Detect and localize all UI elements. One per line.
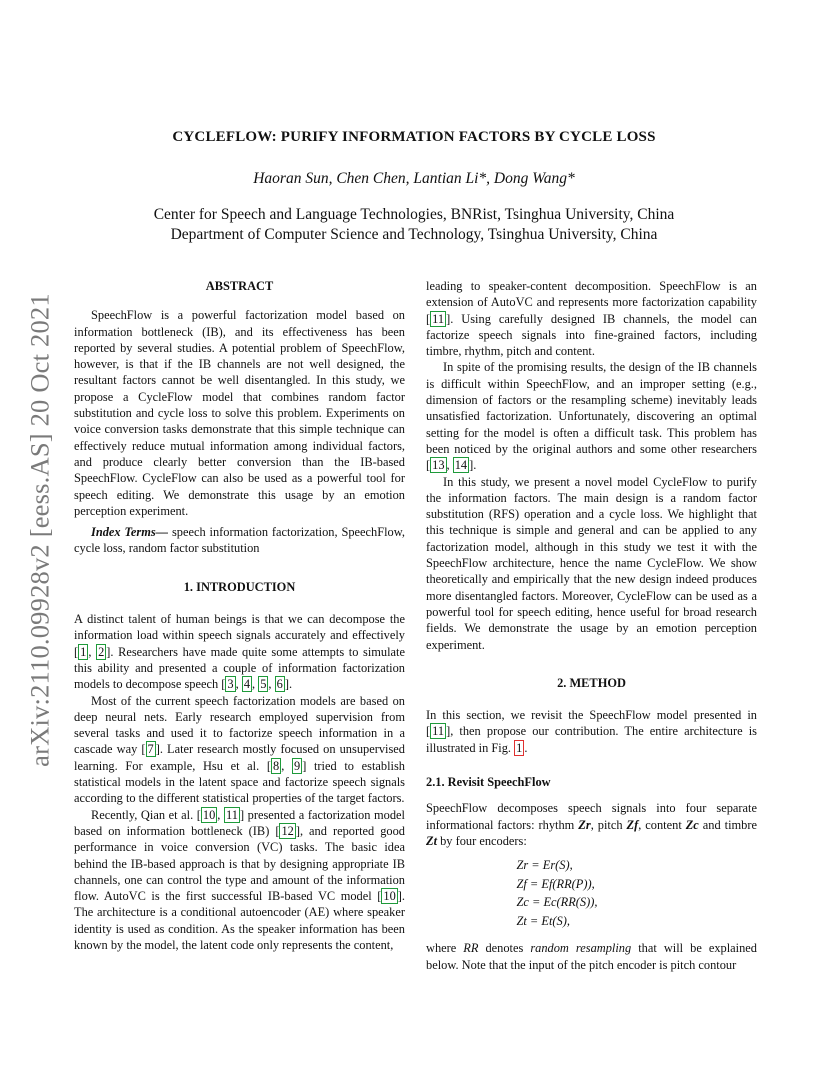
intro-paragraph-6: In this study, we present a novel model CycleFlow to purify the information factors. The main design is a random factor substitution (RFS) operation and a cycle loss. We highlight that this technique is simple and general and can be applied to any factorization model, although in this study we test it with the SpeechFlow architecture, hence the name CycleFlow. We show theoretically and empirically that the new design indeed produces more disentangled factors. Moreover, CycleFlow can be used as a powerful tool for speech editing, hence useful for broad research fields. We demonstrate the usage by an emotion perception experiment. — [426, 474, 757, 652]
figure-1-link[interactable]: 1 — [516, 740, 523, 755]
index-terms-label: Index Terms— — [91, 525, 169, 540]
citation-7[interactable]: 7 — [147, 742, 154, 757]
intro-paragraph-4: leading to speaker-content decomposition. SpeechFlow is an extension of AutoVC and represents more factorization capability [ 11 ]. Using carefully designed IB channels, the model can factorize speech signals into fine-grained factors, including timbre, rhythm, pitch and content. — [426, 279, 757, 359]
method-heading: 2. METHOD — [557, 675, 626, 690]
citation-1[interactable]: 1 — [80, 644, 87, 659]
citation-2[interactable]: 2 — [98, 644, 105, 659]
symbol-zt: Zt — [426, 833, 438, 848]
equation-3: Zc = Ec(RR(S)), — [516, 895, 598, 910]
right-column — [426, 278, 757, 973]
citation-5[interactable]: 5 — [260, 677, 267, 692]
equation-2: Zf = Ef(RR(P)), — [516, 876, 595, 891]
method-paragraph-1: In this section, we revisit the SpeechFlow model presented in [ 11 ], then propose our contribution. The entire architecture is illustrated in Fig. 1 . — [426, 708, 757, 755]
citation-10[interactable]: 10 — [202, 807, 216, 822]
abstract-heading: ABSTRACT — [205, 279, 274, 293]
equation-1: Zr = Er(S), — [516, 858, 573, 873]
arxiv-identifier — [20, 282, 60, 778]
index-terms-text: speech information factorization, SpeechFlow, cycle loss, random factor substitution — [74, 525, 405, 556]
random-resampling-term: random resampling — [530, 941, 632, 956]
affiliation-1: Center for Speech and Language Technologies, BNRist, Tsinghua University, China — [153, 206, 675, 223]
symbol-zr: Zr — [578, 817, 591, 832]
citation-11[interactable]: 11 — [226, 807, 238, 822]
intro-paragraph-2: Most of the current speech factorization models are based on deep neural nets. Early research employed supervision from several tasks and used it to factorize speech information in a cascade way [ 7 ]. Later research mostly focused on unsupervised learning. For example, Hsu et al. [ 8 , 9 ] tried to establish statistical models in the latent space and factorize speech signals according to the different statistical properties of the target factors. — [74, 693, 405, 806]
citation-8[interactable]: 8 — [273, 758, 280, 773]
equation-4: Zt = Et(S), — [516, 913, 570, 928]
author-list: Haoran Sun, Chen Chen, Lantian Li*, Dong Wang* — [253, 170, 575, 187]
symbol-zc: Zc — [685, 817, 699, 832]
intro-paragraph-3: Recently, Qian et al. [ 10 , 11 ] presented a factorization model based on information bottleneck (IB) [ 12 ], and reported good performance in voice conversion (VC) tasks. The basic idea behind the IB-based approach is that by designing appropriate IB channels, one can control the type and amount of the information flow. AutoVC is the first successful IB-based VC model [ 10 ]. The architecture is a conditional autoencoder (AE) where speaker identity is used as condition. As the speaker information has been known by the model, the latent code only represents the content, — [74, 807, 406, 952]
symbol-rr: RR — [463, 941, 479, 956]
citation-10b[interactable]: 10 — [383, 889, 396, 904]
subsection-heading: 2.1. Revisit SpeechFlow — [426, 775, 551, 790]
citation-4[interactable]: 4 — [243, 677, 251, 692]
paper-title: CYCLEFLOW: PURIFY INFORMATION FACTORS BY CYCLE LOSS — [172, 129, 656, 145]
affiliations — [0, 205, 828, 245]
citation-6[interactable]: 6 — [276, 677, 283, 692]
symbol-zf: Zf — [626, 817, 639, 832]
affiliation-2: Department of Computer Science and Technology, Tsinghua University, China — [170, 226, 658, 243]
method-paragraph-3: where RR denotes random resampling that will be explained below. Note that the input of the pitch encoder is pitch contour — [426, 941, 757, 972]
citation-11c[interactable]: 11 — [432, 724, 445, 739]
citation-14[interactable]: 14 — [454, 458, 468, 473]
intro-paragraph-1: A distinct talent of human beings is that we can decompose the information load within speech signals accurately and effectively [ 1 , 2 ]. Researchers have made quite some attempts to simulate this ability and presented a couple of information factorization models to decompose speech [ 3 , 4 , 5 , 6 ]. — [74, 612, 405, 692]
arxiv-identifier-text: arXiv:2110.09928v2 [eess.AS] 20 Oct 2021 — [24, 293, 55, 767]
intro-heading: 1. INTRODUCTION — [183, 579, 296, 594]
citation-12[interactable]: 12 — [281, 823, 294, 838]
left-column — [74, 278, 405, 953]
intro-paragraph-5: In spite of the promising results, the design of the IB channels is difficult within SpeechFlow, and an improper setting (e.g., dimension of factors or the resampling scheme) inevitably leads unsatisfied factorization. Unfortunately, discovering an optimal setting for the model is often a difficult task. This problem has been noticed by the original authors and some other researchers [ 13 , 14 ]. — [426, 360, 757, 473]
citation-9[interactable]: 9 — [293, 758, 301, 773]
index-terms — [74, 524, 405, 557]
encoder-equations — [426, 857, 757, 931]
citation-3[interactable]: 3 — [227, 677, 234, 692]
citation-11b[interactable]: 11 — [432, 311, 445, 326]
abstract-body: SpeechFlow is a powerful factorization model based on information bottleneck (IB), and its effectiveness has been reported by several studies. A potential problem of SpeechFlow, however, is that if the IB channels are not well designed, the resultant factors cannot be well disentangled. In this study, we propose a CycleFlow model that combines random factor substitution and cycle loss to solve this problem. Experiments on voice conversion tasks demonstrate that this simple technique can effectively reduce mutual information among individual factors, and produce clearly better conversion than the IB-based SpeechFlow. CycleFlow can also be used as a powerful tool for speech editing. We demonstrate this usage by an emotion perception experiment. — [74, 308, 405, 518]
citation-13[interactable]: 13 — [432, 458, 445, 473]
method-paragraph-2: SpeechFlow decomposes speech signals into four separate informational factors: rhythm Zr, pitch Zf, content Zc and timbre Zt by four encoders: — [426, 801, 757, 848]
